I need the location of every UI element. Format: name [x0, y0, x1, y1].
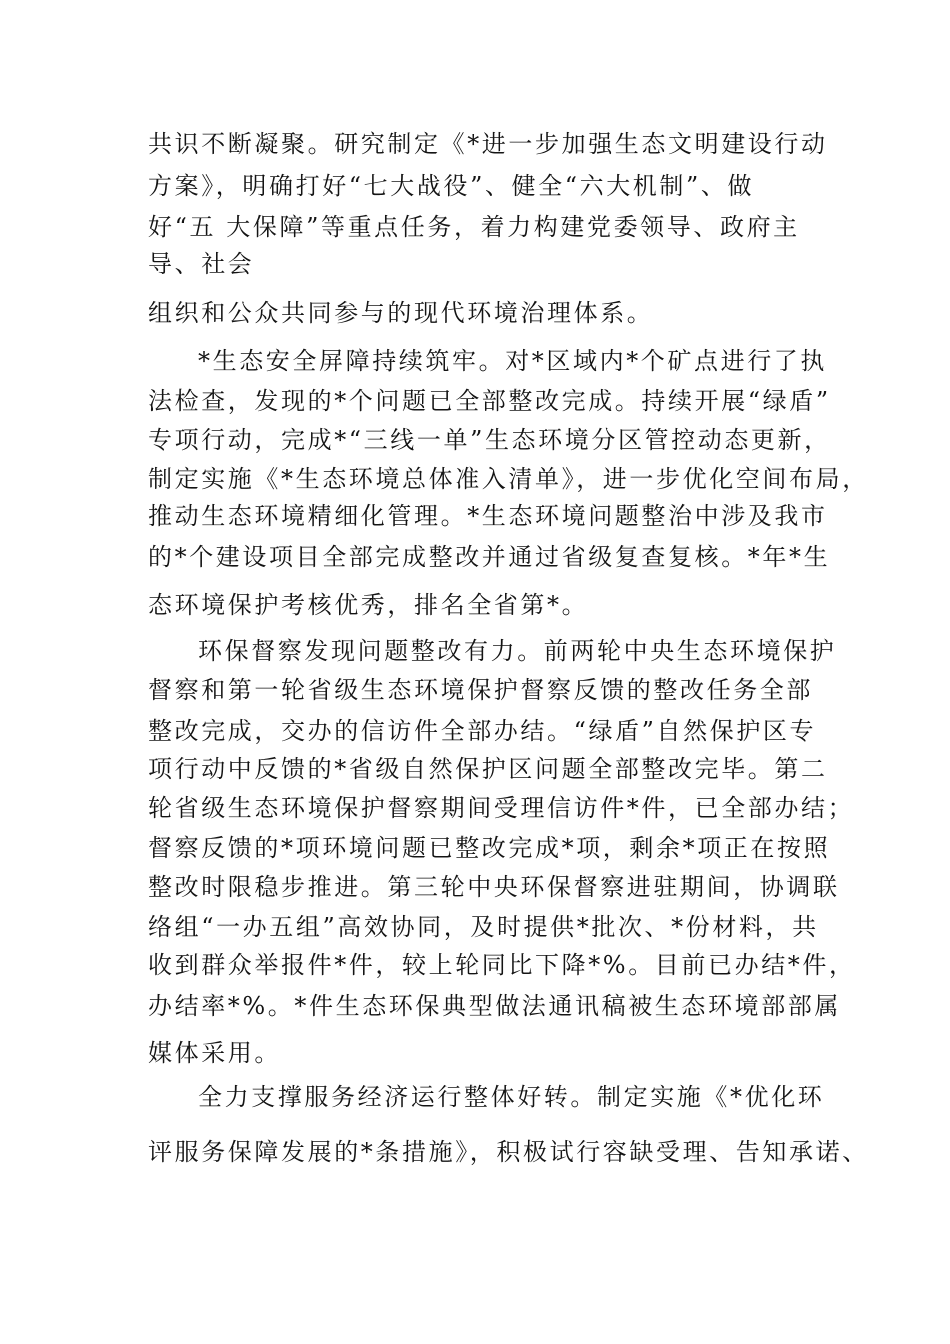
paragraph-start-line: *生态安全屏障持续筑牢。对*区域内*个矿点进行了执	[198, 347, 827, 375]
text-line: 专项行动，完成*“三线一单”生态环境分区管控动态更新，	[148, 426, 831, 454]
text-line: 办结率*%。*件生态环保典型做法通讯稿被生态环境部部属	[148, 992, 842, 1020]
text-line: 媒体采用。	[148, 1039, 281, 1067]
text-line: 的*个建设项目全部完成整改并通过省级复查复核。*年*生	[148, 543, 831, 571]
text-line: 推动生态环境精细化管理。*生态环境问题整治中涉及我市	[148, 502, 828, 530]
text-line: 项行动中反馈的*省级自然保护区问题全部整改完毕。第二	[148, 755, 828, 783]
text-line: 轮省级生态环境保护督察期间受理信访件*件，已全部办结；	[148, 794, 855, 822]
text-line: 制定实施《*生态环境总体准入清单》，进一步优化空间布局，	[148, 465, 869, 493]
text-line: 共识不断凝聚。研究制定《*进一步加强生态文明建设行动	[148, 130, 828, 158]
paragraph-start-line: 全力支撑服务经济运行整体好转。制定实施《*优化环	[198, 1083, 825, 1111]
text-line: 络组“一办五组”高效协同，及时提供*批次、*份材料，共	[148, 913, 819, 941]
text-line: 督察反馈的*项环境问题已整改完成*项，剩余*项正在按照	[148, 834, 831, 862]
text-line: 评服务保障发展的*条措施》，积极试行容缺受理、告知承诺、	[148, 1138, 869, 1166]
text-line: 态环境保护考核优秀，排名全省第*。	[148, 591, 589, 619]
text-line: 方案》，明确打好“七大战役”、健全“六大机制”、做	[148, 172, 755, 200]
text-line: 整改时限稳步推进。第三轮中央环保督察进驻期间，协调联	[148, 873, 840, 901]
text-line: 收到群众举报件*件，较上轮同比下降*%。目前已办结*件，	[148, 951, 856, 979]
text-line: 整改完成，交办的信访件全部办结。“绿盾”自然保护区专	[148, 717, 817, 745]
paragraph-start-line: 环保督察发现问题整改有力。前两轮中央生态环境保护	[198, 637, 837, 665]
text-line: 法检查，发现的*个问题已全部整改完成。持续开展“绿盾”	[148, 387, 831, 415]
text-line: 督察和第一轮省级生态环境保护督察反馈的整改任务全部	[148, 676, 813, 704]
text-line: 好“五 大保障”等重点任务，着力构建党委领导、政府主	[148, 213, 800, 241]
text-line: 导、社会	[148, 250, 255, 278]
text-line: 组织和公众共同参与的现代环境治理体系。	[148, 299, 654, 327]
